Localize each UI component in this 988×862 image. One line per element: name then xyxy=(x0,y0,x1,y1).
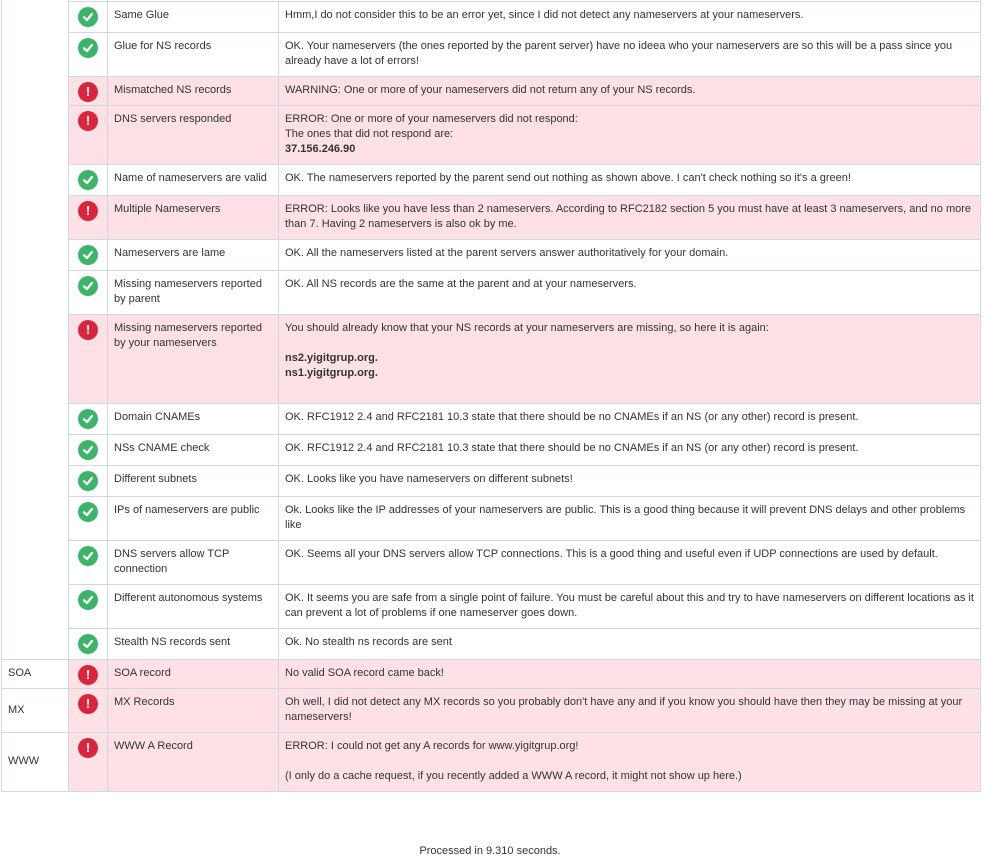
check-icon xyxy=(78,245,98,265)
info-text: OK. Looks like you have nameservers on different subnets! xyxy=(285,473,573,485)
table-row xyxy=(2,689,981,733)
check-icon xyxy=(78,590,98,610)
table-row xyxy=(2,2,981,33)
status-cell xyxy=(69,33,108,77)
table-row xyxy=(2,33,981,77)
test-info xyxy=(279,435,981,466)
processing-time: Processed in 9.310 seconds. xyxy=(419,845,561,857)
dns-report-table xyxy=(1,0,981,792)
info-text: Ok. Looks like the IP addresses of your nameservers are public. This is a good thing because it will prevent DNS delays and other problems like xyxy=(285,504,966,531)
status-cell xyxy=(69,585,108,629)
error-icon: ! xyxy=(78,665,98,685)
test-info xyxy=(279,733,981,792)
test-info xyxy=(279,466,981,497)
test-name: Domain CNAMEs xyxy=(108,404,279,435)
test-info xyxy=(279,106,981,165)
highlighted-value: ns2.yigitgrup.org. xyxy=(285,352,378,364)
status-cell xyxy=(69,733,108,792)
info-text: Oh well, I did not detect any MX records so you probably don't have any and if you know you should have then they may be missing at your nameservers! xyxy=(285,696,963,723)
info-text: OK. Your nameservers (the ones reported by the parent server) have no ideea who your nameservers are so this will be a pass since you already have a lot of errors! xyxy=(285,40,953,67)
test-name: Same Glue xyxy=(108,2,279,33)
status-cell xyxy=(69,497,108,541)
status-cell xyxy=(69,196,108,240)
table-row xyxy=(2,497,981,541)
test-name: Different autonomous systems xyxy=(108,585,279,629)
status-cell xyxy=(69,541,108,585)
status-cell xyxy=(69,106,108,165)
test-info xyxy=(279,689,981,733)
check-icon xyxy=(78,546,98,566)
table-row xyxy=(2,165,981,196)
test-name: Different subnets xyxy=(108,466,279,497)
test-name: Nameservers are lame xyxy=(108,240,279,271)
highlighted-value: ns1.yigitgrup.org. xyxy=(285,367,378,379)
info-text: You should already know that your NS records at your nameservers are missing, so here it is again: xyxy=(285,322,769,334)
status-cell xyxy=(69,660,108,689)
category-cell: WWW xyxy=(2,733,69,792)
test-name: Glue for NS records xyxy=(108,33,279,77)
test-name: Missing nameservers reported by parent xyxy=(108,271,279,315)
info-text: Ok. No stealth ns records are sent xyxy=(285,636,452,648)
status-cell xyxy=(69,404,108,435)
error-icon: ! xyxy=(78,320,98,340)
table-row xyxy=(2,404,981,435)
check-icon xyxy=(78,471,98,491)
table-row xyxy=(2,77,981,106)
category-cell xyxy=(2,0,69,660)
category-cell: MX xyxy=(2,689,69,733)
status-cell xyxy=(69,466,108,497)
status-cell xyxy=(69,435,108,466)
test-name: Missing nameservers reported by your nameservers xyxy=(108,315,279,404)
test-info xyxy=(279,660,981,689)
check-icon xyxy=(78,409,98,429)
table-row xyxy=(2,541,981,585)
info-text: OK. The nameservers reported by the parent send out nothing as shown above. I can't check nothing so it's a green! xyxy=(285,172,851,184)
test-info xyxy=(279,2,981,33)
status-cell xyxy=(69,2,108,33)
info-text-secondary: The ones that did not respond are: xyxy=(285,128,454,140)
table-row xyxy=(2,660,981,689)
test-name: Name of nameservers are valid xyxy=(108,165,279,196)
status-cell xyxy=(69,629,108,660)
test-name: Multiple Nameservers xyxy=(108,196,279,240)
test-name: Stealth NS records sent xyxy=(108,629,279,660)
test-name: WWW A Record xyxy=(108,733,279,792)
error-icon: ! xyxy=(78,201,98,221)
check-icon xyxy=(78,502,98,522)
test-info xyxy=(279,271,981,315)
error-icon: ! xyxy=(78,694,98,714)
info-text: ERROR: I could not get any A records for www.yigitgrup.org! xyxy=(285,740,579,752)
test-info xyxy=(279,404,981,435)
table-row xyxy=(2,240,981,271)
table-row xyxy=(2,106,981,165)
info-text: Hmm,I do not consider this to be an error yet, since I did not detect any nameservers at your nameservers. xyxy=(285,9,804,21)
check-icon xyxy=(78,440,98,460)
status-cell xyxy=(69,165,108,196)
test-info xyxy=(279,77,981,106)
check-icon xyxy=(78,170,98,190)
status-cell xyxy=(69,271,108,315)
info-text: OK. Seems all your DNS servers allow TCP connections. This is a good thing and useful even if UDP connections are used by default. xyxy=(285,548,938,560)
error-icon: ! xyxy=(78,82,98,102)
info-text: WARNING: One or more of your nameservers did not return any of your NS records. xyxy=(285,84,696,96)
test-info xyxy=(279,196,981,240)
test-name: DNS servers responded xyxy=(108,106,279,165)
check-icon xyxy=(78,7,98,27)
info-text: OK. It seems you are safe from a single point of failure. You must be careful about this and try to have nameservers on different locations as it can prevent a lot of problems if one nameserver goes down. xyxy=(285,592,974,619)
info-text: ERROR: Looks like you have less than 2 nameservers. According to RFC2182 section 5 you must have at least 3 nameservers, and no more than 7. Having 2 nameservers is also ok by me. xyxy=(285,203,972,230)
highlighted-value: 37.156.246.90 xyxy=(285,143,356,155)
table-row xyxy=(2,271,981,315)
category-cell: SOA xyxy=(2,660,69,689)
check-icon xyxy=(78,276,98,296)
test-name: MX Records xyxy=(108,689,279,733)
error-icon: ! xyxy=(78,111,98,131)
info-text: OK. All the nameservers listed at the parent servers answer authoritatively for your domain. xyxy=(285,247,729,259)
table-row xyxy=(2,435,981,466)
check-icon xyxy=(78,38,98,58)
table-row xyxy=(2,196,981,240)
test-info xyxy=(279,165,981,196)
status-cell xyxy=(69,689,108,733)
status-cell xyxy=(69,240,108,271)
test-info xyxy=(279,629,981,660)
info-text: OK. RFC1912 2.4 and RFC2181 10.3 state that there should be no CNAMEs if an NS (or any other) record is present. xyxy=(285,442,859,454)
test-name: SOA record xyxy=(108,660,279,689)
check-icon xyxy=(78,634,98,654)
table-row xyxy=(2,585,981,629)
status-cell xyxy=(69,315,108,404)
test-info xyxy=(279,585,981,629)
test-name: NSs CNAME check xyxy=(108,435,279,466)
test-info xyxy=(279,541,981,585)
error-icon: ! xyxy=(78,738,98,758)
info-text: ERROR: One or more of your nameservers did not respond: xyxy=(285,113,578,125)
test-name: Mismatched NS records xyxy=(108,77,279,106)
info-note: (I only do a cache request, if you recently added a WWW A record, it might not show up here.) xyxy=(285,770,742,782)
test-name: DNS servers allow TCP connection xyxy=(108,541,279,585)
info-text: OK. RFC1912 2.4 and RFC2181 10.3 state that there should be no CNAMEs if an NS (or any other) record is present. xyxy=(285,411,859,423)
test-info xyxy=(279,497,981,541)
table-row xyxy=(2,315,981,404)
test-info xyxy=(279,33,981,77)
info-text: OK. All NS records are the same at the parent and at your nameservers. xyxy=(285,278,637,290)
status-cell xyxy=(69,77,108,106)
dns-report xyxy=(1,0,981,792)
test-info xyxy=(279,240,981,271)
report-table-body xyxy=(2,0,981,792)
table-row xyxy=(2,466,981,497)
table-row xyxy=(2,733,981,792)
info-text: No valid SOA record came back! xyxy=(285,667,444,679)
table-row xyxy=(2,629,981,660)
test-info xyxy=(279,315,981,404)
test-name: IPs of nameservers are public xyxy=(108,497,279,541)
